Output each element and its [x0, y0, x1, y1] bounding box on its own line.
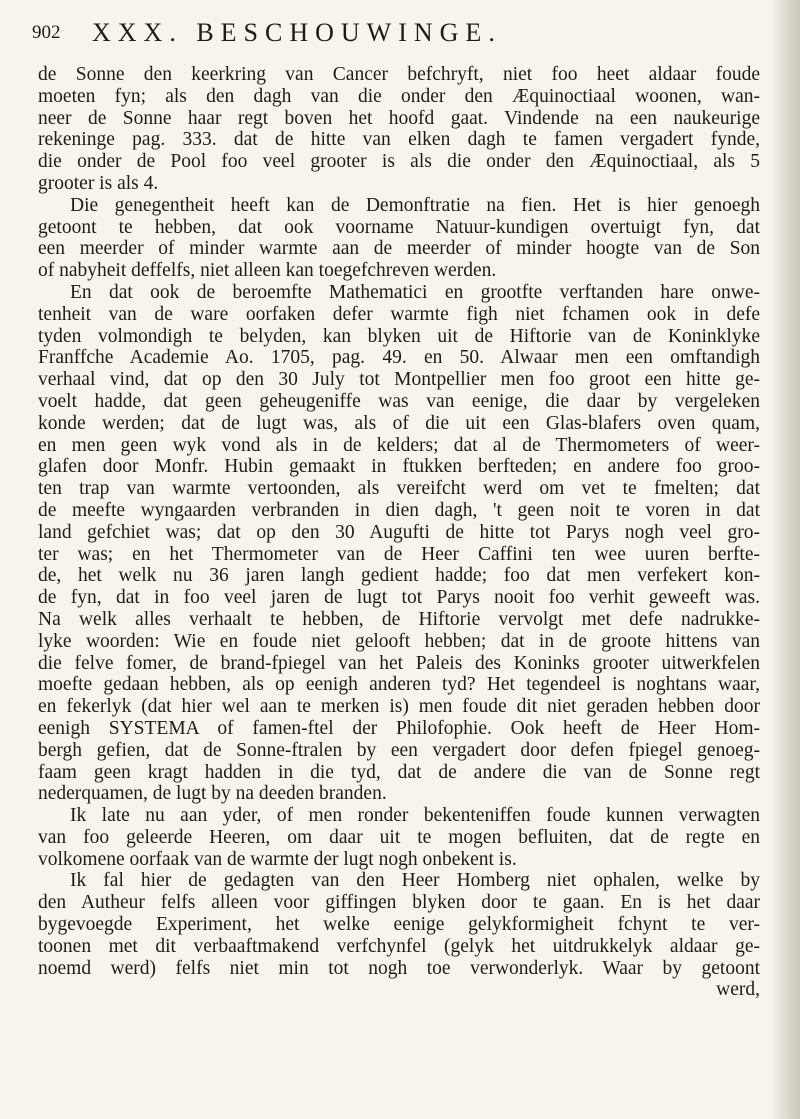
text-line: en men geen wyk vond als in de kelders; dat al de Thermometers of weer- — [38, 434, 760, 456]
text-line: Ik late nu aan yder, of men ronder bekenteniffen foude kunnen verwagten — [70, 805, 760, 827]
text-line: volkomene oorfaak van de warmte der lugt nogh onbekent is. — [38, 848, 517, 870]
text-line: tenheit van de ware oorfaken defer warmte figh niet fchamen ook in defe — [38, 303, 760, 325]
text-line: noemd werd) felfs niet min tot nogh toe verwonderlyk. Waar by getoont — [38, 957, 760, 979]
text-line: van foo geleerde Heeren, om daar uit te mogen befluiten, dat de regte en — [38, 826, 760, 848]
text-line: Ik fal hier de gedagten van den Heer Homberg niet ophalen, welke by — [70, 870, 760, 892]
catchword-line: werd, — [716, 979, 760, 1001]
text-line: of nabyheit deffelfs, niet alleen kan toegefchreven werden. — [38, 260, 497, 282]
text-line: de, het welk nu 36 jaren langh gedient hadde; foo dat men verfekert kon- — [38, 565, 760, 587]
text-line: die felve fomer, de brand-fpiegel van het Paleis des Koninks grooter uitwerkfelen — [38, 652, 760, 674]
text-line: bergh gefien, dat de Sonne-ftralen by een vergadert door defen fpiegel genoeg- — [38, 739, 760, 761]
text-line: En dat ook de beroemfte Mathematici en grootfte verftanden hare onwe- — [70, 281, 760, 303]
text-line: faam geen kragt hadden in die tyd, dat de andere die van de Sonne regt — [38, 761, 760, 783]
text-line: voelt hadde, dat geen geheugeniffe was van eenige, die daar by vergeleken — [38, 390, 760, 412]
text-line: moefte gedaan hebben, als op eenigh anderen tyd? Het tegendeel is noghtans waar, — [38, 674, 760, 696]
text-line: ten trap van warmte vertoonden, als vereifcht werd om vet te fmelten; dat — [38, 478, 760, 500]
text-line: de Sonne den keerkring van Cancer befchryft, niet foo heet aldaar foude — [38, 64, 760, 85]
page-header — [32, 14, 762, 50]
body-text — [38, 64, 760, 1001]
text-line: moeten fyn; als den dagh van die onder den Æquinoctiaal woonen, wan- — [38, 85, 760, 107]
text-line: Franffche Academie Ao. 1705, pag. 49. en 50. Alwaar men een omftandigh — [38, 347, 760, 369]
page-gutter-shadow — [770, 0, 800, 1119]
text-line: glafen door Monfr. Hubin gemaakt in ftukken berfteden; en andere foo groo- — [38, 456, 760, 478]
text-line: die onder de Pool foo veel grooter is als die onder den Æquinoctiaal, als 5 — [38, 151, 760, 173]
text-line: konde werden; dat de lugt was, als of die uit een Glas-blafers oven quam, — [38, 412, 760, 434]
text-line: rekeninge pag. 333. dat de hitte van elken dagh te famen vergadert fynde, — [38, 129, 760, 151]
text-line: lyke woorden: Wie en foude niet gelooft hebben; dat in de groote hittens van — [38, 630, 760, 652]
text-line: nederquamen, de lugt by na deeden branden. — [38, 783, 387, 805]
text-line: de fyn, dat in foo veel jaren de lugt tot Parys nooit foo verhit geweeft was. — [38, 587, 760, 609]
text-line: de meefte wyngaarden verbranden in dien dagh, 't geen noit te voren in dat — [38, 499, 760, 521]
running-head: XXX. BESCHOUWINGE. — [92, 18, 502, 47]
text-line: verhaal vind, dat op den 30 July tot Montpellier men foo groot een hitte ge- — [38, 369, 760, 391]
page-number: 902 — [32, 22, 61, 43]
text-line: bygevoegde Experiment, het welke eenige gelykformigheit fchynt te ver- — [38, 914, 760, 936]
text-line: land gefchiet was; dat op den 30 Augufti de hitte tot Parys nogh veel gro- — [38, 521, 760, 543]
text-line: eenigh SYSTEMA of famen-ftel der Philofophie. Ook heeft de Heer Hom- — [38, 717, 760, 739]
text-line: ter was; en het Thermometer van de Heer Caffini ten wee uuren berfte- — [38, 543, 760, 565]
text-line: toonen met dit verbaaftmakend verfchynfel (gelyk het uitdrukkelyk aldaar ge- — [38, 935, 760, 957]
text-line: getoont te hebben, dat ook voorname Natuur-kundigen overtuigt fyn, dat — [38, 216, 760, 238]
text-line: den Autheur felfs alleen voor giffingen blyken door te gaan. En is het daar — [38, 892, 760, 914]
text-line: Die genegentheit heeft kan de Demonftratie na fien. Het is hier genoegh — [70, 194, 760, 216]
text-line: Na welk alles verhaalt te hebben, de Hiftorie vervolgt met defe nadrukke- — [38, 608, 760, 630]
text-line: neer de Sonne haar regt boven het hoofd gaat. Vindende na een naukeurige — [38, 107, 760, 129]
text-line: en fekerlyk (dat hier wel aan te merken is) men foude dit niet geraden hebben door — [38, 696, 760, 718]
text-line: grooter is als 4. — [38, 172, 159, 194]
text-line: tyden volmondigh te belyden, kan blyken uit de Hiftorie van de Koninklyke — [38, 325, 760, 347]
text-line: een meerder of minder warmte aan de meerder of minder hoogte van de Son — [38, 238, 760, 260]
